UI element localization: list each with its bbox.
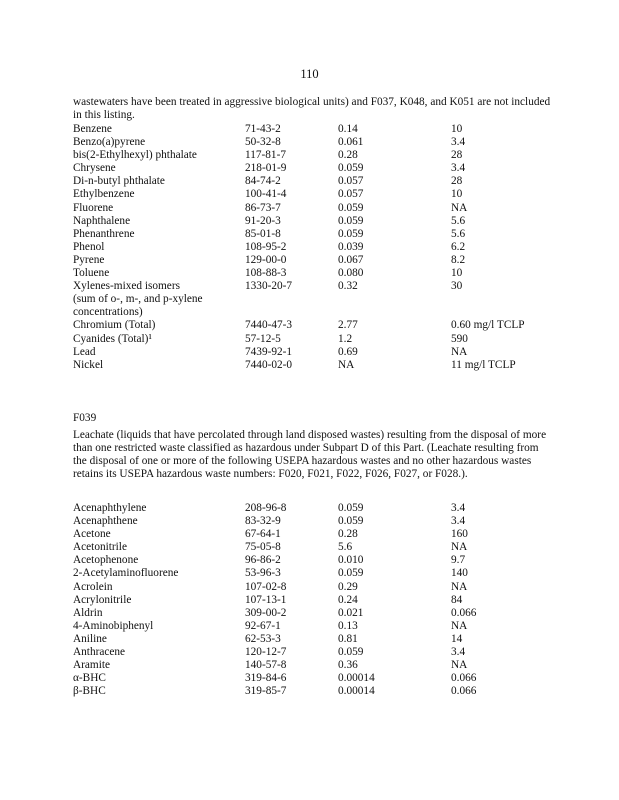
cas-number: 107-02-8	[245, 580, 287, 593]
table-row	[73, 633, 553, 646]
constituent-name: 4-Aminobiphenyl	[73, 619, 154, 632]
nonwastewater-standard: 11 mg/l TCLP	[451, 358, 516, 371]
nonwastewater-standard: 0.066	[451, 672, 477, 685]
wastewater-standard: 0.29	[338, 580, 358, 593]
table-row	[73, 149, 553, 162]
table-row	[73, 254, 553, 267]
wastewater-standard: 0.067	[338, 253, 364, 266]
nonwastewater-standard: 28	[451, 149, 463, 162]
nonwastewater-standard: NA	[451, 541, 468, 554]
cas-number: 117-81-7	[245, 149, 286, 162]
cas-number: 108-88-3	[245, 267, 287, 280]
nonwastewater-standard: NA	[451, 201, 468, 214]
table-row	[73, 136, 553, 149]
nonwastewater-standard: 3.4	[451, 162, 466, 175]
wastewater-standard: 0.36	[338, 659, 358, 672]
wastewater-standard: 0.059	[338, 567, 364, 580]
nonwastewater-standard: 8.2	[451, 253, 466, 266]
wastewater-standard: 0.32	[338, 280, 358, 293]
cas-number: 62-53-3	[245, 632, 281, 645]
wastewater-standard: 0.021	[338, 606, 364, 619]
constituent-name: Fluorene	[73, 201, 114, 214]
constituent-name: concentrations)	[73, 306, 143, 319]
constituent-table-b	[73, 502, 553, 698]
nonwastewater-standard: 3.4	[451, 646, 466, 659]
cas-number: 208-96-8	[245, 502, 287, 514]
nonwastewater-standard: 10	[451, 188, 463, 201]
constituent-name: Aldrin	[73, 606, 103, 619]
cas-number: 309-00-2	[245, 606, 287, 619]
table-row	[73, 672, 553, 685]
wastewater-standard: 0.24	[338, 593, 358, 606]
table-row	[73, 306, 553, 319]
table-row	[73, 567, 553, 580]
table-row	[73, 528, 553, 541]
wastewater-standard: 0.81	[338, 632, 358, 645]
constituent-name: Cyanides (Total)¹	[73, 332, 152, 345]
constituent-name: Aramite	[73, 659, 111, 672]
table-row	[73, 685, 553, 698]
table-row	[73, 333, 553, 346]
wastewater-standard: 0.28	[338, 528, 358, 541]
cas-number: 218-01-9	[245, 162, 287, 175]
table-row	[73, 293, 553, 306]
table-row	[73, 267, 553, 280]
wastewater-standard: 0.059	[338, 214, 364, 227]
nonwastewater-standard: 0.60 mg/l TCLP	[451, 319, 525, 332]
table-row	[73, 202, 553, 215]
cas-number: 108-95-2	[245, 240, 287, 253]
wastewater-standard: 0.14	[338, 123, 358, 135]
table-row	[73, 162, 553, 175]
constituent-name: Acrylonitrile	[73, 593, 132, 606]
constituent-name: Acenaphthene	[73, 515, 138, 528]
table-row	[73, 502, 553, 515]
wastewater-standard: 1.2	[338, 332, 353, 345]
nonwastewater-standard: 28	[451, 175, 463, 188]
constituent-name: 2-Acetylaminofluorene	[73, 567, 179, 580]
nonwastewater-standard: 5.6	[451, 227, 466, 240]
nonwastewater-standard: 160	[451, 528, 468, 541]
table-row	[73, 620, 553, 633]
constituent-name: (sum of o-, m-, and p-xylene	[73, 293, 203, 306]
cas-number: 91-20-3	[245, 214, 281, 227]
constituent-name: Acetophenone	[73, 554, 139, 567]
wastewater-standard: 0.057	[338, 175, 364, 188]
cas-number: 140-57-8	[245, 659, 287, 672]
constituent-name: Chromium (Total)	[73, 319, 156, 332]
constituent-name: Anthracene	[73, 646, 126, 659]
cas-number: 129-00-0	[245, 253, 287, 266]
table-row	[73, 241, 553, 254]
cas-number: 92-67-1	[245, 619, 281, 632]
table-row	[73, 594, 553, 607]
table-row	[73, 319, 553, 332]
wastewater-standard: 0.00014	[338, 672, 375, 685]
wastewater-standard: 0.057	[338, 188, 364, 201]
nonwastewater-standard: NA	[451, 659, 468, 672]
table-row	[73, 346, 553, 359]
cas-number: 1330-20-7	[245, 280, 293, 293]
cas-number: 71-43-2	[245, 123, 281, 135]
nonwastewater-standard: 84	[451, 593, 463, 606]
wastewater-standard: 0.00014	[338, 685, 375, 698]
cas-number: 120-12-7	[245, 646, 287, 659]
nonwastewater-standard: 6.2	[451, 240, 466, 253]
table-row	[73, 228, 553, 241]
cas-number: 7439-92-1	[245, 345, 293, 358]
wastewater-standard: 0.080	[338, 267, 364, 280]
cas-number: 319-85-7	[245, 685, 287, 698]
wastewater-standard: 0.69	[338, 345, 358, 358]
nonwastewater-standard: 3.4	[451, 515, 466, 528]
constituent-name: Acetone	[73, 528, 111, 541]
cas-number: 96-86-2	[245, 554, 281, 567]
nonwastewater-standard: 9.7	[451, 554, 466, 567]
wastewater-standard: 0.059	[338, 502, 364, 514]
constituent-name: Aniline	[73, 632, 107, 645]
constituent-name: Nickel	[73, 358, 104, 371]
cas-number: 75-05-8	[245, 541, 281, 554]
wastewater-standard: 0.059	[338, 646, 364, 659]
intro-paragraph: wastewaters have been treated in aggressive biological units) and F037, K048, and K051 are not included in this listing.	[73, 96, 551, 122]
table-row	[73, 607, 553, 620]
cas-number: 57-12-5	[245, 332, 281, 345]
cas-number: 107-13-1	[245, 593, 287, 606]
nonwastewater-standard: 5.6	[451, 214, 466, 227]
table-row	[73, 188, 553, 201]
cas-number: 83-32-9	[245, 515, 281, 528]
constituent-name: Naphthalene	[73, 214, 131, 227]
wastewater-standard: 0.059	[338, 201, 364, 214]
table-row	[73, 175, 553, 188]
constituent-name: Toluene	[73, 267, 110, 280]
wastewater-standard: 0.010	[338, 554, 364, 567]
wastewater-standard: 0.059	[338, 515, 364, 528]
table-row	[73, 215, 553, 228]
constituent-table-a	[73, 123, 553, 372]
table-row	[73, 123, 553, 136]
nonwastewater-standard: 590	[451, 332, 468, 345]
constituent-name: β-BHC	[73, 685, 106, 698]
page-number: 110	[300, 67, 319, 81]
cas-number: 50-32-8	[245, 136, 281, 149]
cas-number: 67-64-1	[245, 528, 281, 541]
section-description: Leachate (liquids that have percolated through land disposed wastes) resulting from the disposal of more than one restricted waste classified as hazardous under Subpart D of this Part. (Leachate resulting from the disposal of one or more of the following USEPA hazardous wastes and no other hazardous wastes retains its USEPA hazardous waste numbers: F020, F021, F022, F026, F027, or F028.).	[73, 429, 547, 481]
wastewater-standard: 0.13	[338, 619, 358, 632]
nonwastewater-standard: NA	[451, 580, 468, 593]
nonwastewater-standard: 140	[451, 567, 468, 580]
wastewater-standard: 0.061	[338, 136, 364, 149]
constituent-name: Xylenes-mixed isomers	[73, 280, 180, 293]
nonwastewater-standard: 14	[451, 632, 463, 645]
wastewater-standard: 0.059	[338, 162, 364, 175]
wastewater-standard: 5.6	[338, 541, 353, 554]
table-row	[73, 581, 553, 594]
table-row	[73, 659, 553, 672]
constituent-name: Acetonitrile	[73, 541, 127, 554]
table-row	[73, 646, 553, 659]
nonwastewater-standard: NA	[451, 345, 468, 358]
table-row	[73, 359, 553, 372]
nonwastewater-standard: 0.066	[451, 606, 477, 619]
cas-number: 53-96-3	[245, 567, 281, 580]
table-row	[73, 541, 553, 554]
table-row	[73, 515, 553, 528]
constituent-name: Ethylbenzene	[73, 188, 135, 201]
wastewater-standard: NA	[338, 358, 355, 371]
constituent-name: Phenanthrene	[73, 227, 135, 240]
constituent-name: Benzo(a)pyrene	[73, 136, 146, 149]
nonwastewater-standard: 30	[451, 280, 463, 293]
wastewater-standard: 0.059	[338, 227, 364, 240]
wastewater-standard: 0.28	[338, 149, 358, 162]
wastewater-standard: 2.77	[338, 319, 358, 332]
constituent-name: Chrysene	[73, 162, 116, 175]
cas-number: 319-84-6	[245, 672, 287, 685]
constituent-name: bis(2-Ethylhexyl) phthalate	[73, 149, 197, 162]
constituent-name: Acenaphthylene	[73, 502, 147, 514]
table-row	[73, 280, 553, 293]
constituent-name: Acrolein	[73, 580, 113, 593]
cas-number: 85-01-8	[245, 227, 281, 240]
cas-number: 7440-02-0	[245, 358, 293, 371]
constituent-name: Lead	[73, 345, 96, 358]
section-code: F039	[73, 412, 97, 424]
constituent-name: Pyrene	[73, 253, 105, 266]
constituent-name: Phenol	[73, 240, 105, 253]
constituent-name: Di-n-butyl phthalate	[73, 175, 165, 188]
constituent-name: Benzene	[73, 123, 112, 135]
nonwastewater-standard: NA	[451, 619, 468, 632]
cas-number: 7440-47-3	[245, 319, 293, 332]
nonwastewater-standard: 0.066	[451, 685, 477, 698]
table-row	[73, 554, 553, 567]
wastewater-standard: 0.039	[338, 240, 364, 253]
constituent-name: α-BHC	[73, 672, 106, 685]
cas-number: 100-41-4	[245, 188, 287, 201]
cas-number: 84-74-2	[245, 175, 281, 188]
nonwastewater-standard: 10	[451, 267, 463, 280]
nonwastewater-standard: 10	[451, 123, 463, 135]
nonwastewater-standard: 3.4	[451, 136, 466, 149]
cas-number: 86-73-7	[245, 201, 281, 214]
nonwastewater-standard: 3.4	[451, 502, 466, 514]
